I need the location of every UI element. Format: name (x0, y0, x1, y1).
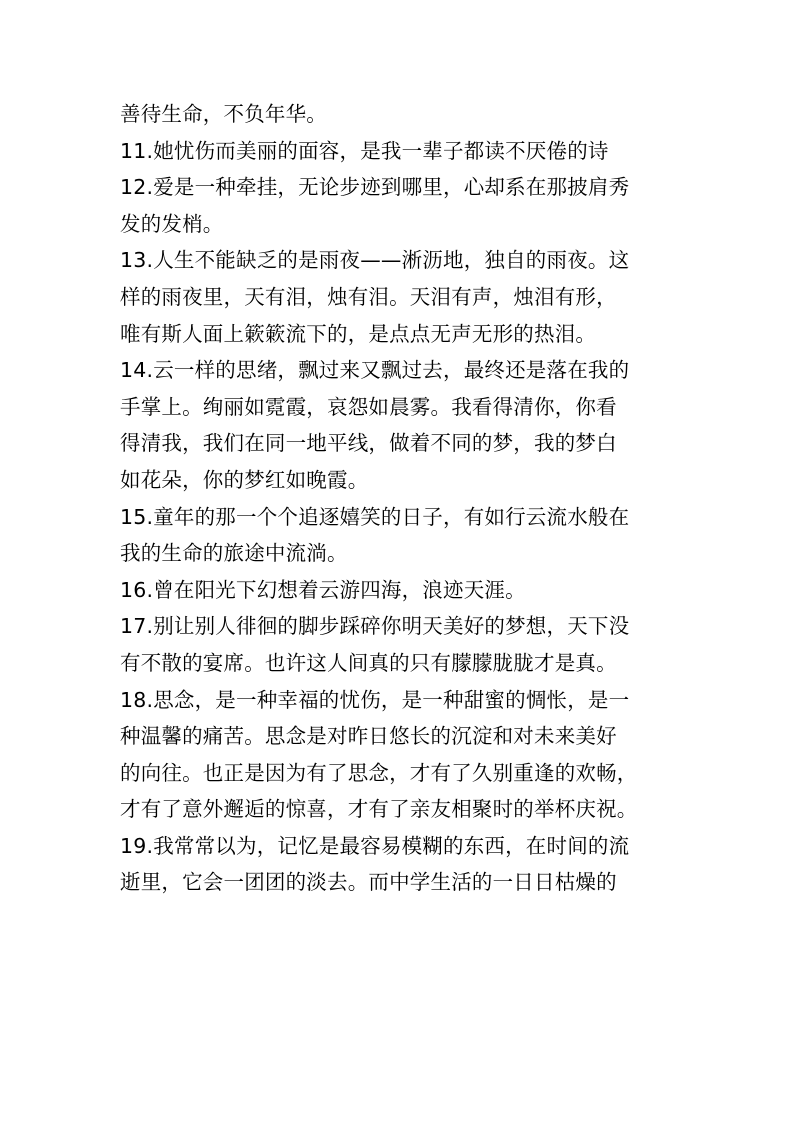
text-line: 16.曾在阳光下幻想着云游四海，浪迹天涯。 (120, 577, 526, 602)
text-line: 13.人生不能缺乏的是雨夜——淅沥地，独自的雨夜。这 (120, 248, 630, 273)
document-body (120, 96, 690, 901)
text-line: 18.思念，是一种幸福的忧伤，是一种甜蜜的惆怅，是一 (120, 687, 630, 712)
text-line: 手掌上。绚丽如霓霞，哀怨如晨雾。我看得清你，你看 (120, 394, 617, 419)
text-line: 发的发梢。 (120, 211, 224, 236)
text-line: 逝里，它会一团团的淡去。而中学生活的一日日枯燥的 (120, 870, 617, 895)
text-line: 如花朵，你的梦红如晚霞。 (120, 467, 369, 492)
text-line: 12.爱是一种牵挂，无论步迹到哪里，心却系在那披肩秀 (120, 175, 630, 200)
text-line: 我的生命的旅途中流淌。 (120, 541, 348, 566)
text-line: 才有了意外邂逅的惊喜，才有了亲友相聚时的举杯庆祝。 (120, 797, 638, 822)
text-line: 唯有斯人面上簌簌流下的，是点点无声无形的热泪。 (120, 321, 597, 346)
text-line: 11.她忧伤而美丽的面容，是我一辈子都读不厌倦的诗 (120, 138, 609, 163)
text-line: 样的雨夜里，天有泪，烛有泪。天泪有声，烛泪有形， (120, 284, 617, 309)
text-line: 得清我，我们在同一地平线，做着不同的梦，我的梦白 (120, 431, 617, 456)
text-line: 17.别让别人徘徊的脚步踩碎你明天美好的梦想，天下没 (120, 614, 630, 639)
text-line: 的向往。也正是因为有了思念，才有了久别重逢的欢畅， (120, 760, 638, 785)
text-line: 善待生命，不负年华。 (120, 102, 327, 126)
text-line: 有不散的宴席。也许这人间真的只有朦朦胧胧才是真。 (120, 650, 617, 675)
text-line: 19.我常常以为，记忆是最容易模糊的东西，在时间的流 (120, 833, 630, 858)
text-line: 14.云一样的思绪，飘过来又飘过去，最终还是落在我的 (120, 358, 630, 383)
text-line: 15.童年的那一个个追逐嬉笑的日子，有如行云流水般在 (120, 504, 630, 529)
text-line: 种温馨的痛苦。思念是对昨日悠长的沉淀和对未来美好 (120, 724, 617, 749)
